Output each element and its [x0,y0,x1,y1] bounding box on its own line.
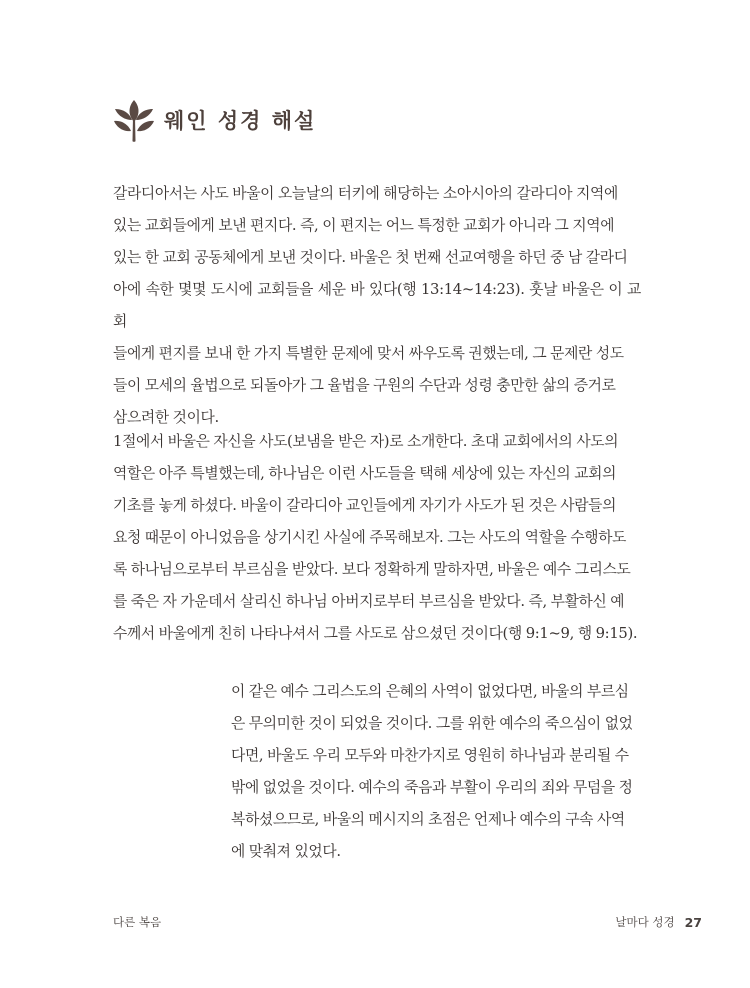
page-number: 27 [684,914,702,930]
footer-chapter-title: 다른 복음 [113,915,162,929]
indented-quote: 이 같은 예수 그리스도의 은혜의 사역이 없었다면, 바울의 부르심 은 무의미한 것이 되었을 것이다. 그를 위한 예수의 죽으심이 없었 다면, 바울도 우리 모두와 마찬가지로 영원히 하나님과 분리될 수 밖에 없었을 것이다. 예수의 죽음과 부활이 우리의 죄와 무덤을 정 복하셨으므로, 바울의 메시지의 초점은 언제나 예수의 구속 사역 에 맞춰져 있었다. [231,683,633,860]
body-paragraph-2: 1절에서 바울은 자신을 사도(보냄을 받은 자)로 소개한다. 초대 교회에서의 사도의 역할은 아주 특별했는데, 하나님은 이런 사도들을 택해 세상에 있는 자신의 교회의 기초를 놓게 하셨다. 바울이 갈라디아 교인들에게 자기가 사도가 된 것은 사람들의 요청 때문이 아니었음을 상기시킨 사실에 주목해보자. 그는 사도의 역할을 수행하도 록 하나님으로부터 부르심을 받았다. 보다 정확하게 말하자면, 바울은 예수 그리스도 를 죽은 자 가운데서 살리신 하나님 아버지로부터 부르심을 받았다. 즉, 부활하신 예 수께서 바울에게 친히 나타나셔서 그를 사도로 삼으셨던 것이다(행 9:1~9, 행 9:15). [113,433,638,642]
page-title: 웨인 성경 해설 [164,109,317,133]
section-header [113,96,316,144]
footer-book-title: 날마다 성경 [615,915,675,929]
footer-running-head [615,914,702,930]
leaf-sprig-icon [113,97,155,143]
body-paragraph-1: 갈라디아서는 사도 바울이 오늘날의 터키에 해당하는 소아시아의 갈라디아 지역에 있는 교회들에게 보낸 편지다. 즉, 이 편지는 어느 특정한 교회가 아니라 그 지역에 있는 한 교회 공동체에게 보낸 것이다. 바울은 첫 번째 선교여행을 하던 중 남 갈라디 아에 속한 몇몇 도시에 교회들을 세운 바 있다(행 13:14~14:23). 훗날 바울은 이 교회 들에게 편지를 보내 한 가지 특별한 문제에 맞서 싸우도록 권했는데, 그 문제란 성도 들이 모세의 율법으로 되돌아가 그 율법을 구원의 수단과 성령 충만한 삶의 증거로 삼으려한 것이다. [113,185,641,426]
